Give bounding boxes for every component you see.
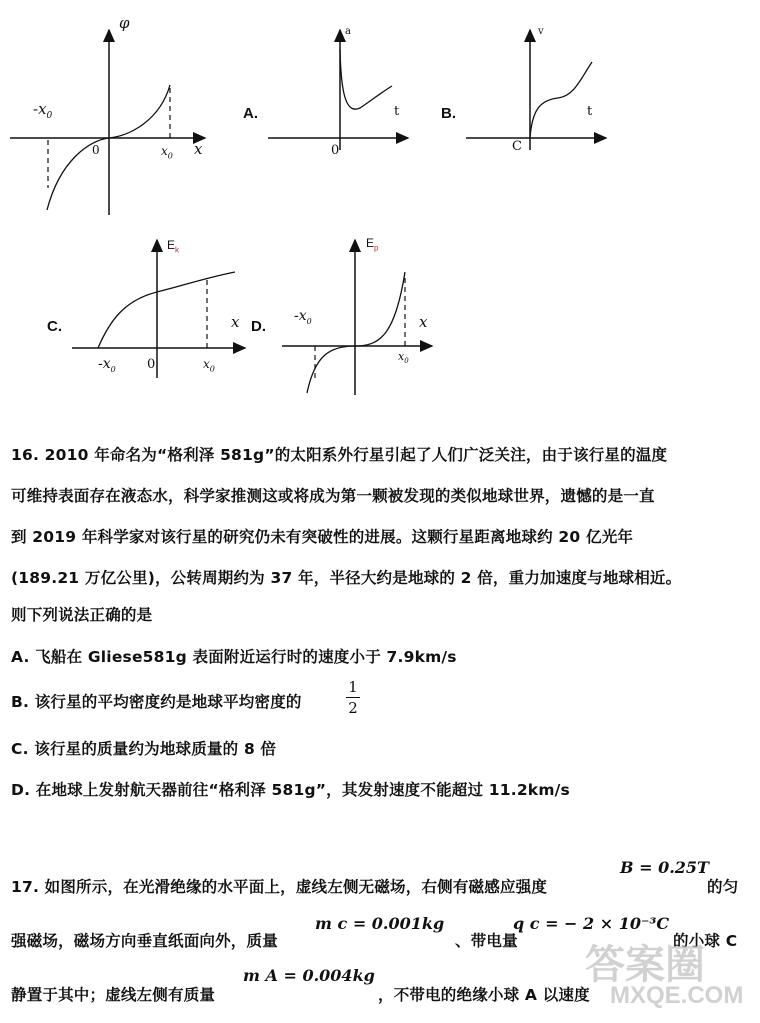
main-pos-x0: $x_0$: [161, 144, 173, 161]
graph-c-origin: 0: [147, 357, 156, 372]
main-origin: 0: [92, 143, 100, 157]
graph-d-neg-x0: $-x_0$: [294, 308, 312, 326]
option-c-label: C.: [47, 318, 62, 335]
watermark-logo: 答案圈: [585, 942, 705, 988]
q16-line-4: (189.21 万亿公里)，公转周期约为 37 年，半径大约是地球的 2 倍，重力加速度与地球相近。: [11, 569, 682, 587]
q16-line-1: 16. 2010 年命名为“格利泽 581g”的太阳系外行星引起了人们广泛关注，由于该行星的温度: [11, 446, 668, 464]
q16-line-3: 到 2019 年科学家对该行星的研究仍未有突破性的进展。这颗行星距离地球约 20 亿光年: [11, 528, 634, 546]
graph-c-pos-x0: $x_0$: [203, 357, 215, 374]
graph-a-y-label: a: [345, 26, 351, 37]
main-y-label: φ: [119, 14, 130, 32]
q16-line-5: 则下列说法正确的是: [11, 606, 153, 624]
graph-b-origin: C: [512, 139, 522, 154]
graph-c-x-label: x: [231, 313, 240, 331]
q16-option-a: A. 飞船在 Gliese581g 表面附近运行时的速度小于 7.9km/s: [11, 648, 457, 666]
fraction-numerator: 1: [348, 678, 358, 696]
q16-option-c: C. 该行星的质量约为地球质量的 8 倍: [11, 740, 277, 758]
q17-line-1: 17. 如图所示，在光滑绝缘的水平面上，虚线左侧无磁场，右侧有磁感应强度: [11, 878, 548, 896]
graph-c-y-label: $E_k$: [167, 238, 180, 255]
graph-b-y-label: v: [538, 26, 544, 37]
option-d-label: D.: [251, 318, 266, 335]
q17-magnetic-field: B = 0.25T: [620, 858, 709, 877]
q17-line-1-end: 的匀: [707, 878, 739, 896]
q17-line-2a: 强磁场，磁场方向垂直纸面向外，质量: [11, 932, 278, 950]
graph-a-x-label: t: [394, 104, 400, 119]
graph-d-x-label: x: [419, 313, 428, 331]
main-x-label: x: [194, 140, 203, 158]
q17-line-2-end: 的小球 C: [673, 932, 738, 950]
q17-line-2b: 、带电量: [455, 932, 518, 950]
q17-line-3b: ，不带电的绝缘小球 A 以速度: [378, 986, 590, 1004]
fraction-bar: [346, 697, 360, 698]
graph-a-origin: 0: [331, 143, 340, 158]
q16-line-2: 可维持表面存在液态水，科学家推测这或将成为第一颗被发现的类似地球世界，遗憾的是一直: [11, 487, 655, 505]
q17-line-3a: 静置于其中；虚线左侧有质量: [11, 986, 216, 1004]
graph-d-y-label: $E_p$: [366, 236, 379, 253]
option-a-label: A.: [243, 105, 258, 122]
q17-mass-c: m c = 0.001kg: [315, 914, 445, 933]
graph-c-neg-x0: $-x_0$: [98, 356, 116, 374]
fraction-denominator: 2: [348, 699, 358, 717]
q17-mass-a: m A = 0.004kg: [243, 966, 375, 985]
main-neg-x0: $-x_0$: [33, 100, 53, 121]
q16-option-b-fraction: [346, 678, 360, 717]
q16-option-b: B. 该行星的平均密度约是地球平均密度的: [11, 693, 302, 711]
graph-b-x-label: t: [587, 104, 593, 119]
watermark-url: MXQE.COM: [610, 982, 744, 1009]
graph-d-pos-x0: $x_0$: [398, 350, 409, 366]
q17-charge-c: q c = − 2 × 10⁻³C: [513, 914, 670, 933]
q16-option-d: D. 在地球上发射航天器前往“格利泽 581g”，其发射速度不能超过 11.2km/s: [11, 781, 570, 799]
option-b-label: B.: [441, 105, 456, 122]
